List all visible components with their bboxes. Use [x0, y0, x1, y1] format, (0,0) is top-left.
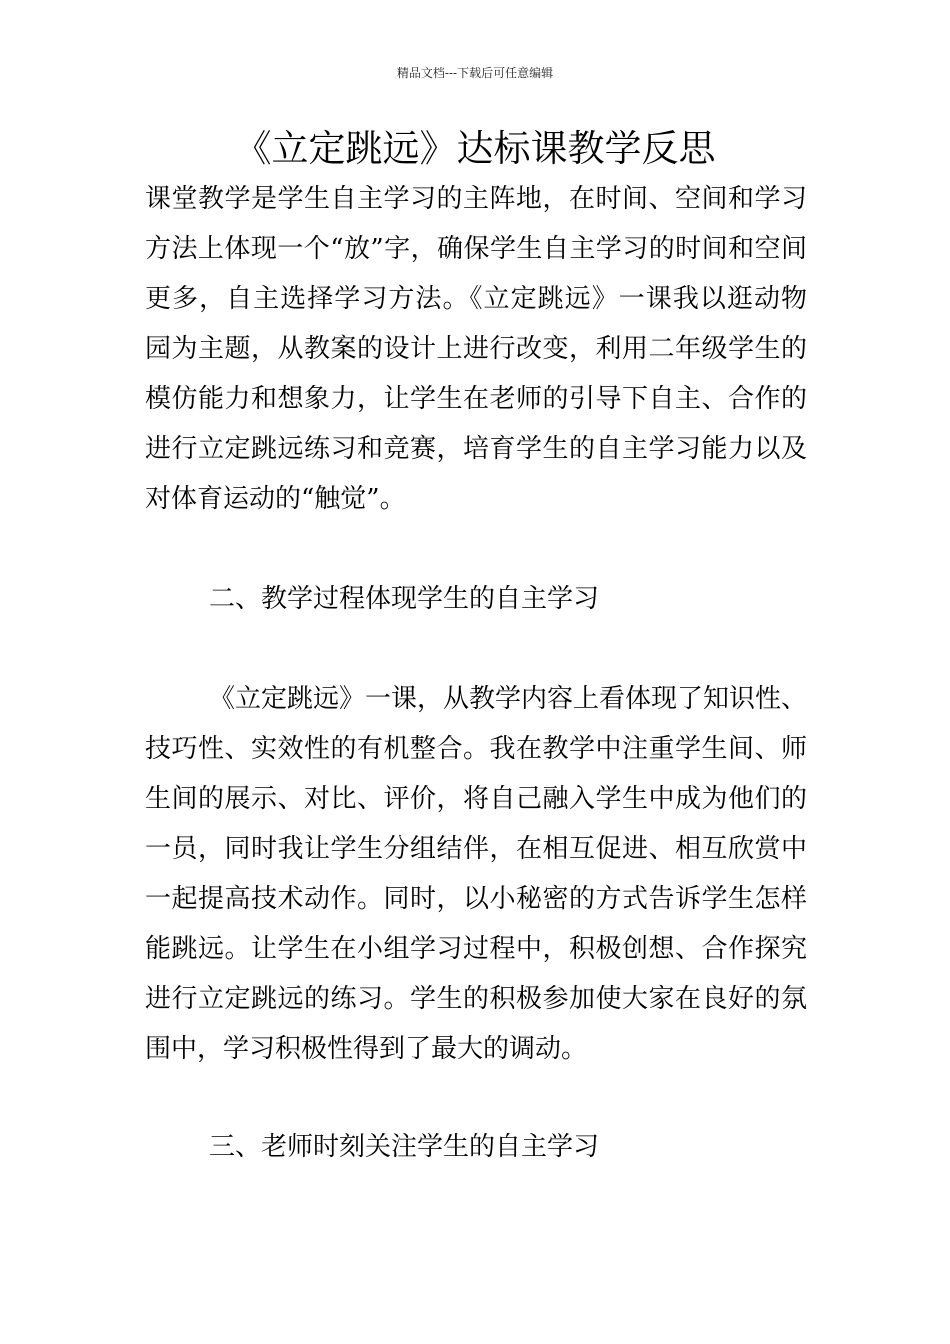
- body-paragraph-2: 《立定跳远》一课，从教学内容上看体现了知识性、技巧性、实效性的有机整合。我在教学中注重学生间、师生间的展示、对比、评价，将自己融入学生中成为他们的一员，同时我让学生分组结伴，在相互促进、相互欣赏中一起提高技术动作。同时，以小秘密的方式告诉学生怎样能跳远。让学生在小组学习过程中，积极创想、合作探究进行立定跳远的练习。学生的积极参加使大家在良好的氛围中，学习积极性得到了最大的调动。: [145, 684, 808, 1064]
- section-heading-2: 二、教学过程体现学生的自主学习: [209, 584, 600, 614]
- page-header-note: 精品文档---下载后可任意编辑: [396, 66, 554, 80]
- body-paragraph-1: 课堂教学是学生自主学习的主阵地，在时间、空间和学习方法上体现一个“放”字，确保学生自主学习的时间和空间更多，自主选择学习方法。《立定跳远》一课我以逛动物园为主题，从教案的设计上进行改变，利用二年级学生的模仿能力和想象力，让学生在老师的引导下自主、合作的进行立定跳远练习和竞赛，培育学生的自主学习能力以及对体育运动的“触觉”。: [145, 184, 807, 514]
- section-heading-3: 三、老师时刻关注学生的自主学习: [209, 1132, 600, 1162]
- document-title: 《立定跳远》达标课教学反思: [234, 127, 716, 170]
